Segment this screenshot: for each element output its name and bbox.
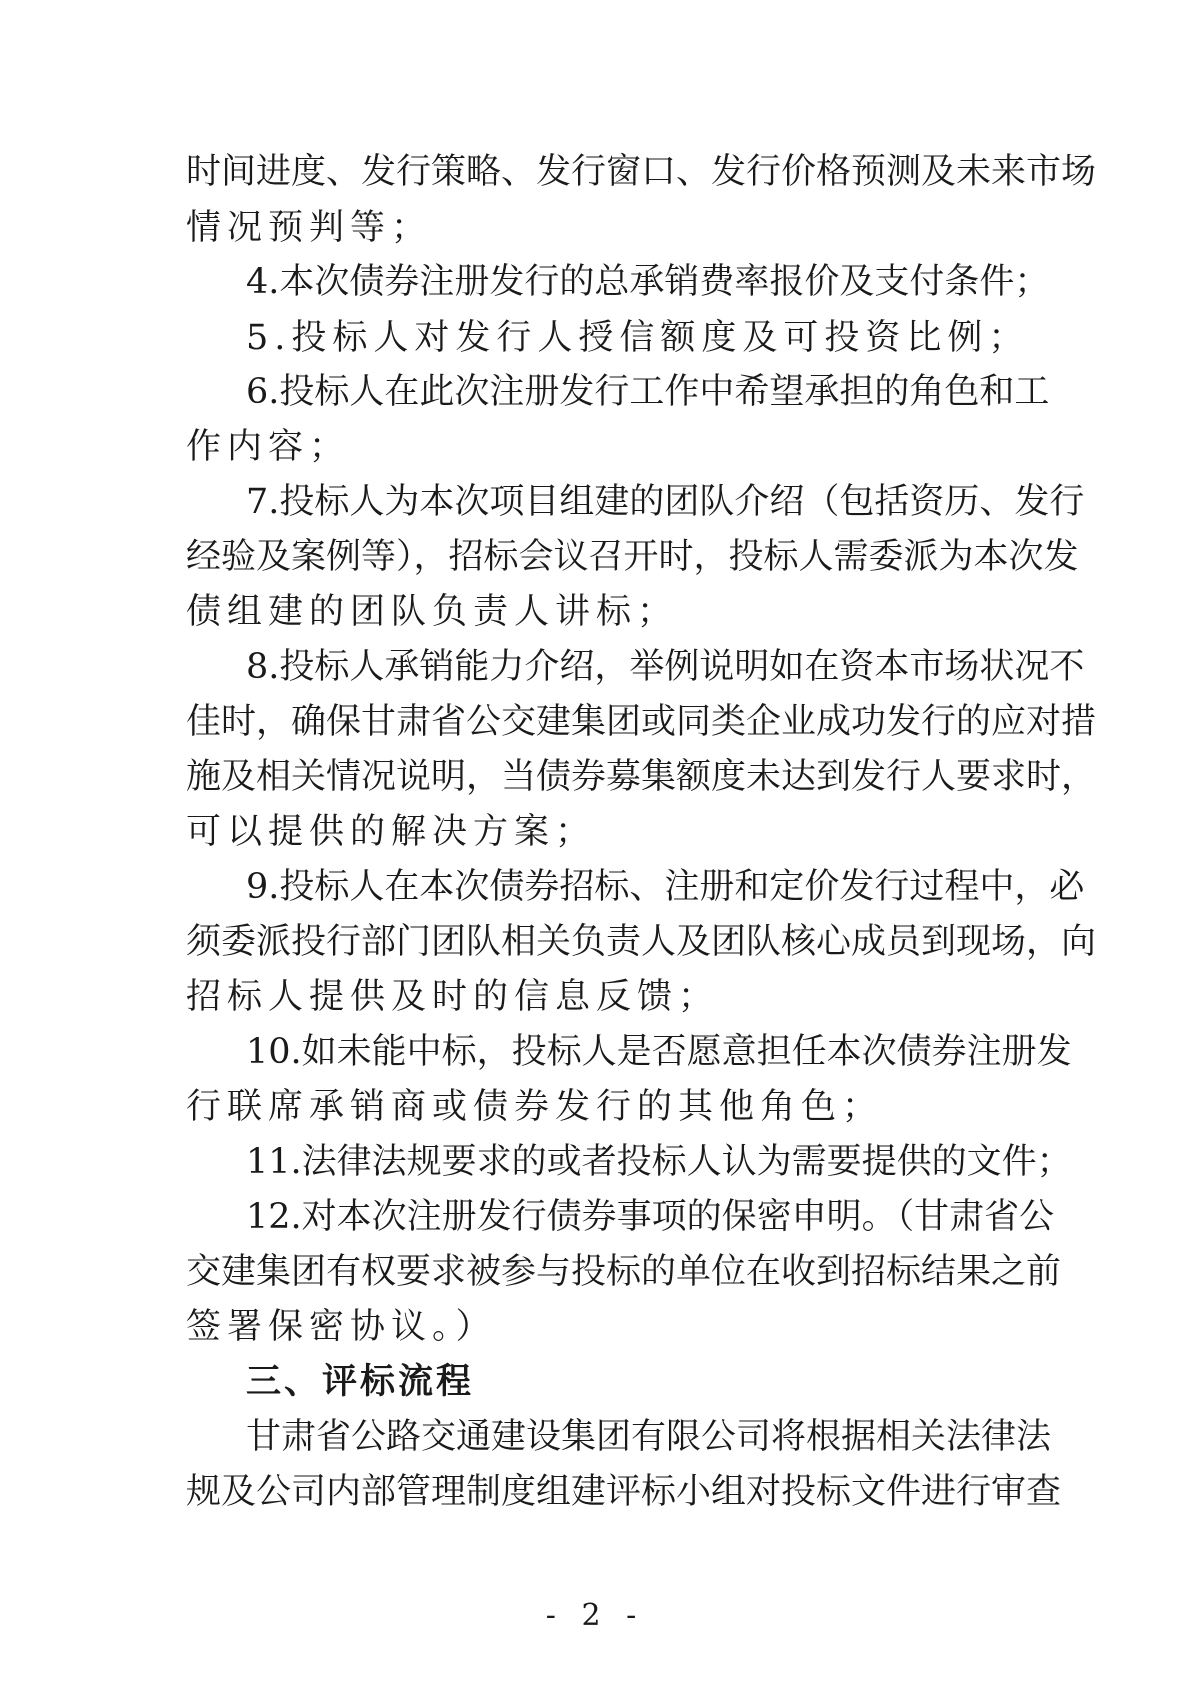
section-heading: 三、评标流程 xyxy=(246,1362,475,1402)
list-item-6: 6.投标人在此次注册发行工作中希望承担的角色和工 xyxy=(246,372,1050,412)
text-line: 情况预判等； xyxy=(186,208,433,248)
text-line: 须委派投行部门团队相关负责人及团队核心成员到现场，向 xyxy=(186,922,1097,962)
text-line: 作内容； xyxy=(186,427,351,467)
page-number: - 2 - xyxy=(545,1598,645,1633)
list-item-7: 7.投标人为本次项目组建的团队介绍（包括资历、发行 xyxy=(246,482,1085,522)
text-line: 行联席承销商或债券发行的其他角色； xyxy=(186,1087,884,1127)
text-line: 招标人提供及时的信息反馈； xyxy=(186,977,720,1017)
list-item-9: 9.投标人在本次债券招标、注册和定价发行过程中，必 xyxy=(246,867,1085,907)
list-item-4: 4.本次债券注册发行的总承销费率报价及支付条件； xyxy=(246,262,1050,302)
list-item-5: 5.投标人对发行人授信额度及可投资比例； xyxy=(246,318,1030,358)
text-line: 时间进度、发行策略、发行窗口、发行价格预测及未来市场 xyxy=(186,152,1097,192)
list-item-10: 10.如未能中标，投标人是否愿意担任本次债券注册发 xyxy=(246,1032,1072,1072)
list-item-8: 8.投标人承销能力介绍，举例说明如在资本市场状况不 xyxy=(246,647,1085,687)
text-line: 交建集团有权要求被参与投标的单位在收到招标结果之前 xyxy=(186,1252,1062,1292)
text-line: 签署保密协议。） xyxy=(186,1307,497,1347)
text-line: 可以提供的解决方案； xyxy=(186,812,597,852)
list-item-11: 11.法律法规要求的或者投标人认为需要提供的文件； xyxy=(246,1142,1072,1182)
text-line: 债组建的团队负责人讲标； xyxy=(186,592,679,632)
paragraph-line: 规及公司内部管理制度组建评标小组对投标文件进行审查 xyxy=(186,1472,1062,1512)
text-line: 经验及案例等），招标会议召开时，投标人需委派为本次发 xyxy=(186,537,1079,577)
text-line: 施及相关情况说明，当债券募集额度未达到发行人要求时， xyxy=(186,757,1097,797)
paragraph-line: 甘肃省公路交通建设集团有限公司将根据相关法律法 xyxy=(246,1417,1052,1457)
list-item-12: 12.对本次注册发行债券事项的保密申明。（甘肃省公 xyxy=(246,1197,1055,1237)
text-line: 佳时，确保甘肃省公交建集团或同类企业成功发行的应对措 xyxy=(186,702,1097,742)
